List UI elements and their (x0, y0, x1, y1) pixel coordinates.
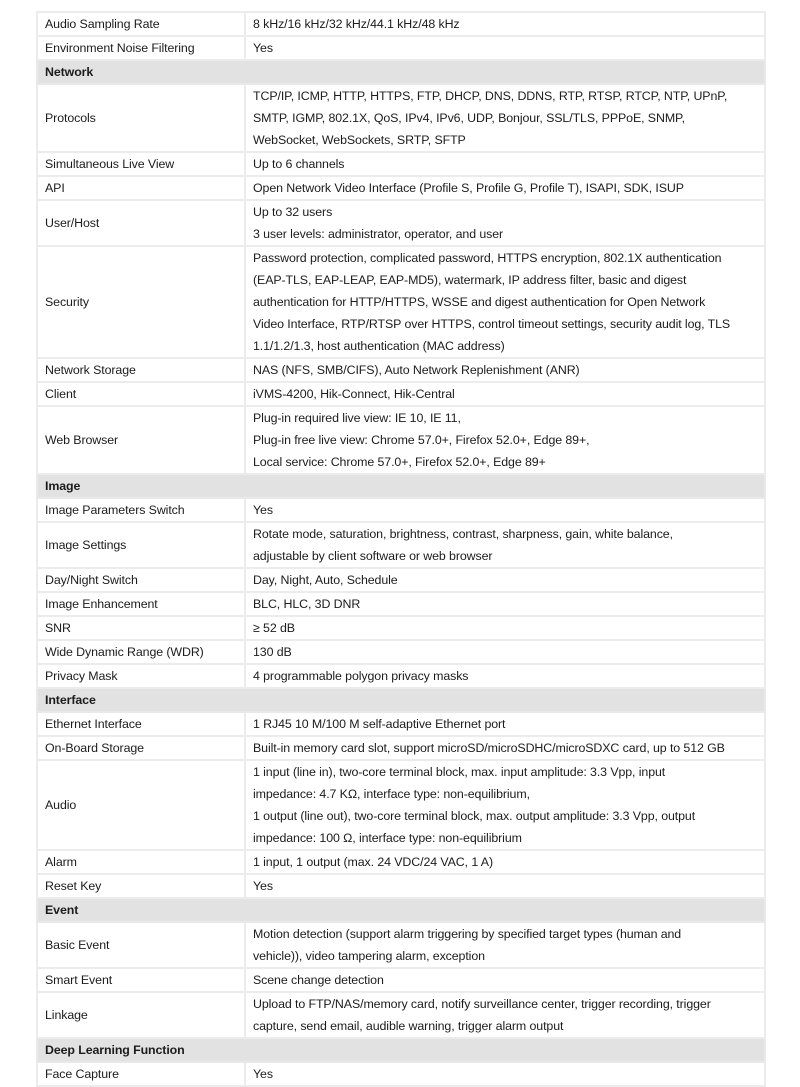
spec-label: User/Host (37, 200, 245, 246)
spec-row (37, 992, 765, 1038)
spec-row (37, 176, 765, 200)
spec-row (37, 522, 765, 568)
spec-value-line: 8 kHz/16 kHz/32 kHz/44.1 kHz/48 kHz (253, 17, 460, 31)
spec-value-line: Rotate mode, saturation, brightness, contrast, sharpness, gain, white balance, (253, 527, 673, 541)
spec-value (245, 12, 765, 36)
spec-value-line: adjustable by client software or web browser (253, 549, 493, 563)
spec-row (37, 152, 765, 176)
spec-value-line: 1 input, 1 output (max. 24 VDC/24 VAC, 1 A) (253, 855, 493, 869)
section-header-row (37, 688, 765, 712)
spec-row (37, 616, 765, 640)
spec-value-line: Upload to FTP/NAS/memory card, notify surveillance center, trigger recording, trigger (253, 997, 711, 1011)
spec-row (37, 968, 765, 992)
spec-row (37, 712, 765, 736)
spec-row (37, 664, 765, 688)
section-header-row (37, 1038, 765, 1062)
spec-value (245, 664, 765, 688)
spec-label: Environment Noise Filtering (37, 36, 245, 60)
spec-value (245, 616, 765, 640)
spec-value-line: Password protection, complicated password, HTTPS encryption, 802.1X authentication (253, 251, 722, 265)
spec-value-line: Video Interface, RTP/RTSP over HTTPS, control timeout settings, security audit log, TLS (253, 317, 731, 331)
section-title: Deep Learning Function (37, 1038, 765, 1062)
section-title: Event (37, 898, 765, 922)
spec-value-line: authentication for HTTP/HTTPS, WSSE and digest authentication for Open Network (253, 295, 706, 309)
spec-value-line: 1 RJ45 10 M/100 M self-adaptive Ethernet port (253, 717, 506, 731)
spec-label: Security (37, 246, 245, 358)
spec-value-line: TCP/IP, ICMP, HTTP, HTTPS, FTP, DHCP, DNS, DDNS, RTP, RTSP, RTCP, NTP, UPnP, (253, 89, 728, 103)
spec-row (37, 736, 765, 760)
spec-value (245, 200, 765, 246)
spec-row (37, 406, 765, 474)
spec-value-line: Plug-in free live view: Chrome 57.0+, Firefox 52.0+, Edge 89+, (253, 433, 590, 447)
spec-value (245, 850, 765, 874)
spec-value-line: BLC, HLC, 3D DNR (253, 597, 361, 611)
spec-row (37, 922, 765, 968)
spec-label: Smart Event (37, 968, 245, 992)
spec-value-line: vehicle)), video tampering alarm, exception (253, 949, 485, 963)
spec-label: Reset Key (37, 874, 245, 898)
spec-value-line: Built-in memory card slot, support microSD/microSDHC/microSDXC card, up to 512 GB (253, 741, 725, 755)
spec-row (37, 592, 765, 616)
spec-value (245, 36, 765, 60)
spec-label: Protocols (37, 84, 245, 152)
spec-value (245, 640, 765, 664)
spec-label: Wide Dynamic Range (WDR) (37, 640, 245, 664)
spec-value-line: 1.1/1.2/1.3, host authentication (MAC address) (253, 339, 505, 353)
spec-value-line: Day, Night, Auto, Schedule (253, 573, 398, 587)
spec-value-line: Local service: Chrome 57.0+, Firefox 52.0+, Edge 89+ (253, 455, 546, 469)
section-title: Interface (37, 688, 765, 712)
spec-row (37, 850, 765, 874)
section-header-row (37, 898, 765, 922)
spec-value (245, 992, 765, 1038)
spec-value (245, 152, 765, 176)
spec-label: Linkage (37, 992, 245, 1038)
spec-value-line: 130 dB (253, 645, 292, 659)
spec-value (245, 358, 765, 382)
spec-value-line: Up to 32 users (253, 205, 333, 219)
spec-label: Alarm (37, 850, 245, 874)
spec-row (37, 874, 765, 898)
spec-label: Ethernet Interface (37, 712, 245, 736)
spec-table (36, 11, 766, 1087)
spec-label: Client (37, 382, 245, 406)
spec-value-line: SMTP, IGMP, 802.1X, QoS, IPv4, IPv6, UDP, Bonjour, SSL/TLS, PPPoE, SNMP, (253, 111, 685, 125)
spec-value (245, 922, 765, 968)
spec-label: On-Board Storage (37, 736, 245, 760)
spec-value-line: capture, send email, audible warning, trigger alarm output (253, 1019, 564, 1033)
spec-value-line: 4 programmable polygon privacy masks (253, 669, 469, 683)
spec-value-line: 3 user levels: administrator, operator, and user (253, 227, 504, 241)
spec-value (245, 382, 765, 406)
spec-row (37, 36, 765, 60)
spec-label: Audio Sampling Rate (37, 12, 245, 36)
spec-value-line: Motion detection (support alarm triggering by specified target types (human and (253, 927, 682, 941)
spec-value-line: ≥ 52 dB (253, 621, 295, 635)
spec-value-line: impedance: 4.7 KΩ, interface type: non-equilibrium, (253, 787, 530, 801)
section-title: Image (37, 474, 765, 498)
spec-value-line: Yes (253, 1067, 273, 1081)
section-title: Network (37, 60, 765, 84)
spec-label: Face Capture (37, 1062, 245, 1086)
spec-value (245, 406, 765, 474)
spec-value-line: (EAP-TLS, EAP-LEAP, EAP-MD5), watermark, IP address filter, basic and digest (253, 273, 687, 287)
spec-value (245, 246, 765, 358)
spec-value-line: Scene change detection (253, 973, 384, 987)
spec-value-line: iVMS-4200, Hik-Connect, Hik-Central (253, 387, 455, 401)
spec-value (245, 1062, 765, 1086)
spec-value-line: Yes (253, 879, 273, 893)
spec-row (37, 382, 765, 406)
spec-row (37, 246, 765, 358)
spec-label: API (37, 176, 245, 200)
spec-label: SNR (37, 616, 245, 640)
spec-label: Day/Night Switch (37, 568, 245, 592)
spec-label: Image Parameters Switch (37, 498, 245, 522)
spec-label: Simultaneous Live View (37, 152, 245, 176)
spec-value-line: 1 input (line in), two-core terminal block, max. input amplitude: 3.3 Vpp, input (253, 765, 666, 779)
spec-value (245, 736, 765, 760)
spec-value-line: Yes (253, 503, 273, 517)
spec-row (37, 1062, 765, 1086)
spec-value (245, 874, 765, 898)
spec-value-line: NAS (NFS, SMB/CIFS), Auto Network Replenishment (ANR) (253, 363, 580, 377)
spec-value-line: Open Network Video Interface (Profile S, Profile G, Profile T), ISAPI, SDK, ISUP (253, 181, 684, 195)
section-header-row (37, 474, 765, 498)
section-header-row (37, 60, 765, 84)
spec-value (245, 498, 765, 522)
spec-value (245, 712, 765, 736)
spec-row (37, 640, 765, 664)
spec-row (37, 200, 765, 246)
spec-value-line: WebSocket, WebSockets, SRTP, SFTP (253, 133, 466, 147)
spec-row (37, 12, 765, 36)
spec-value-line: Plug-in required live view: IE 10, IE 11, (253, 411, 461, 425)
spec-row (37, 760, 765, 850)
spec-value-line: Up to 6 channels (253, 157, 345, 171)
spec-value-line: impedance: 100 Ω, interface type: non-equilibrium (253, 831, 522, 845)
spec-value (245, 176, 765, 200)
spec-value (245, 760, 765, 850)
spec-value (245, 968, 765, 992)
spec-label: Image Enhancement (37, 592, 245, 616)
spec-value-line: 1 output (line out), two-core terminal block, max. output amplitude: 3.3 Vpp, output (253, 809, 696, 823)
spec-row (37, 498, 765, 522)
spec-label: Basic Event (37, 922, 245, 968)
spec-value-line: Yes (253, 41, 273, 55)
spec-row (37, 84, 765, 152)
spec-row (37, 568, 765, 592)
spec-row (37, 358, 765, 382)
spec-value (245, 522, 765, 568)
spec-table-body (37, 12, 765, 1086)
spec-label: Audio (37, 760, 245, 850)
spec-value (245, 568, 765, 592)
spec-value (245, 84, 765, 152)
spec-label: Network Storage (37, 358, 245, 382)
spec-label: Web Browser (37, 406, 245, 474)
spec-value (245, 592, 765, 616)
spec-label: Image Settings (37, 522, 245, 568)
spec-label: Privacy Mask (37, 664, 245, 688)
